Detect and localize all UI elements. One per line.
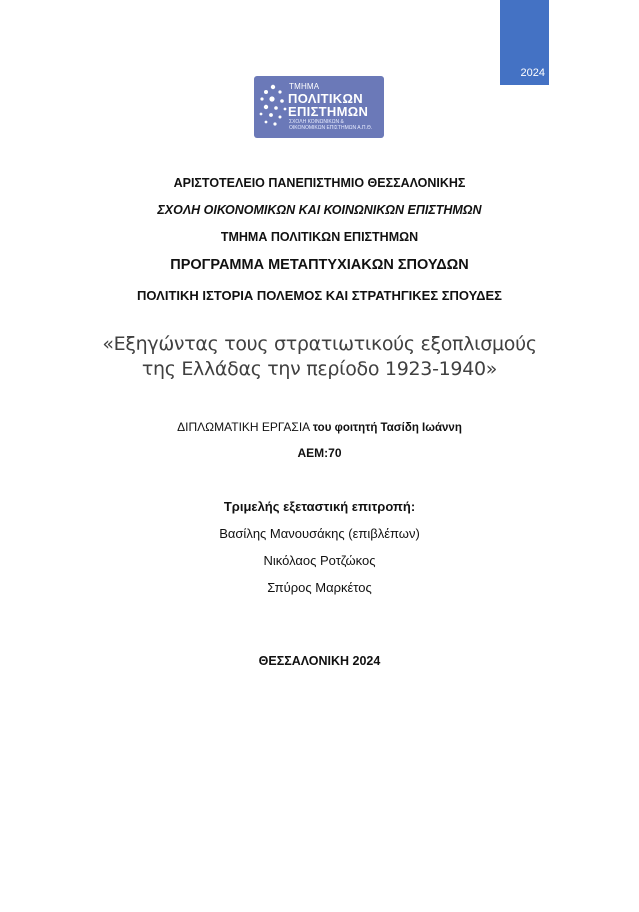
- committee-member: Βασίλης Μανουσάκης (επιβλέπων): [219, 526, 420, 541]
- school-name: ΣΧΟΛΗ ΟΙΚΟΝΟΜΙΚΩΝ ΚΑΙ ΚΟΙΝΩΝΙΚΩΝ ΕΠΙΣΤΗΜΩΝ: [157, 203, 482, 217]
- year-label: 2024: [520, 67, 545, 79]
- committee-member: Νικόλαος Ροτζώκος: [263, 553, 376, 568]
- logo-subline: ΣΧΟΛΗ ΚΟΙΝΩΝΙΚΩΝ & ΟΙΚΟΝΟΜΙΚΩΝ ΕΠΙΣΤΗΜΩΝ Α.Π.Θ.: [289, 119, 373, 131]
- university-name: ΑΡΙΣΤΟΤΕΛΕΙΟ ΠΑΝΕΠΙΣΤΗΜΙΟ ΘΕΣΣΑΛΟΝΙΚΗΣ: [173, 176, 466, 190]
- specialization-name: ΠΟΛΙΤΙΚΗ ΙΣΤΟΡΙΑ ΠΟΛΕΜΟΣ ΚΑΙ ΣΤΡΑΤΗΓΙΚΕΣ ΣΠΟΥΔΕΣ: [137, 288, 502, 303]
- committee-heading: Τριμελής εξεταστική επιτροπή:: [223, 499, 416, 514]
- logo-line-3: ΕΠΙΣΤΗΜΩΝ: [288, 104, 369, 119]
- department-name: ΤΜΗΜΑ ΠΟΛΙΤΙΚΩΝ ΕΠΙΣΤΗΜΩΝ: [220, 230, 419, 244]
- department-logo: [254, 76, 384, 138]
- thesis-type: ΔΙΠΛΩΜΑΤΙΚΗ ΕΡΓΑΣΙΑ: [177, 420, 310, 434]
- thesis-title-line-2: της Ελλάδας την περίοδο 1923-1940»: [141, 358, 498, 380]
- thesis-title-line-1: «Εξηγώντας τους στρατιωτικούς εξοπλισμούς: [102, 333, 537, 355]
- thesis-author: του φοιτητή Τασίδη Ιωάννη: [312, 422, 462, 434]
- city-year: ΘΕΣΣΑΛΟΝΙΚΗ 2024: [258, 654, 381, 668]
- year-tab: [500, 0, 549, 85]
- logo-line-2: ΠΟΛΙΤΙΚΩΝ: [288, 91, 363, 106]
- programme-name: ΠΡΟΓΡΑΜΜΑ ΜΕΤΑΠΤΥΧΙΑΚΩΝ ΣΠΟΥΔΩΝ: [170, 257, 469, 273]
- logo-line-1: ΤΜΗΜΑ: [289, 82, 320, 91]
- thesis-author-line: [0, 420, 639, 434]
- committee-member: Σπύρος Μαρκέτος: [267, 580, 372, 595]
- student-aem: ΑΕΜ:70: [297, 446, 342, 460]
- dots-icon: [258, 82, 288, 132]
